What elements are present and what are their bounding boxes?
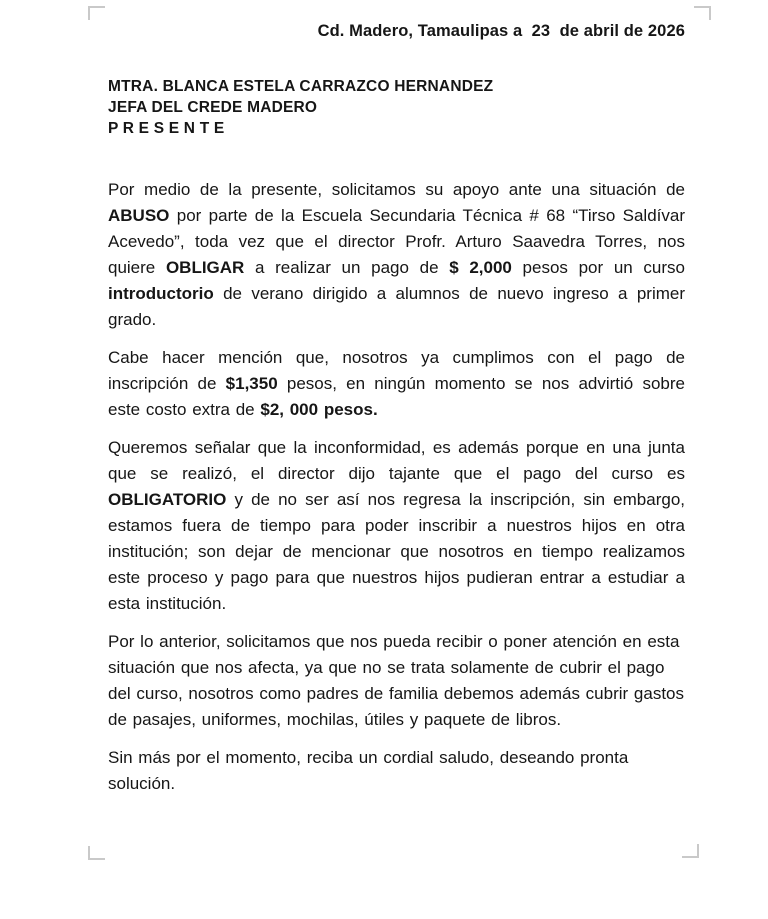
- recipient-salutation: P R E S E N T E: [108, 120, 225, 137]
- paragraph-2: [108, 345, 685, 423]
- p1-seg8: de verano dirigido a alumnos de nuevo ingreso a primer grado.: [108, 284, 685, 329]
- p1-seg6: pesos por un curso: [511, 258, 685, 277]
- p1-seg1-abuso: ABUSO: [108, 206, 170, 225]
- p2-seg3-amount: $2, 000 pesos.: [260, 400, 378, 419]
- p2-seg2: pesos, en ningún momento se nos advirtió sobre este costo extra de: [108, 374, 685, 419]
- paragraph-3: [108, 435, 685, 617]
- p3-seg0: Queremos señalar que la inconformidad, es además porque en una junta que se realizó, el director dijo tajante que el pago del curso es: [108, 438, 685, 483]
- recipient-block: [108, 76, 685, 139]
- p2-seg1-amount: $1,350: [225, 374, 278, 393]
- p4-seg0: Por lo anterior, solicitamos que nos pueda recibir o poner atención en esta situación que nos afecta, ya que no se trata solamente de cubrir el pago del curso, nosotros como padres de familia debemos además cubrir gastos de pasajes, uniformes, mochilas, útiles y paquete de libros.: [108, 632, 685, 729]
- p1-seg5-amount: $ 2,000: [449, 258, 512, 277]
- recipient-name: MTRA. BLANCA ESTELA CARRAZCO HERNANDEZ: [108, 78, 494, 95]
- p1-seg7-introductorio: introductorio: [108, 284, 214, 303]
- paragraph-1: [108, 177, 685, 333]
- p3-seg1-obligatorio: OBLIGATORIO: [108, 490, 227, 509]
- scan-corner-mark-top-right-icon: [694, 6, 711, 20]
- p1-seg2: por parte de la Escuela Secundaria Técnica # 68 “Tirso Saldívar Acevedo”, toda vez que el director Profr. Arturo Saavedra Torres, nos quiere: [108, 206, 685, 277]
- scan-corner-mark-bottom-right-icon: [682, 844, 699, 858]
- scan-corner-mark-top-left-icon: [88, 6, 105, 20]
- letter-body: [108, 177, 685, 797]
- p5-seg0: Sin más por el momento, reciba un cordial saludo, deseando pronta solución.: [108, 748, 629, 793]
- p1-seg0: Por medio de la presente, solicitamos su apoyo ante una situación de: [108, 180, 685, 199]
- p2-seg0: Cabe hacer mención que, nosotros ya cumplimos con el pago de inscripción de: [108, 348, 685, 393]
- p3-seg2: y de no ser así nos regresa la inscripción, sin embargo, estamos fuera de tiempo para poder inscribir a nuestros hijos en otra institución; son dejar de mencionar que nosotros en tiempo realizamos este proceso y pago para que nuestros hijos pudieran entrar a estudiar a esta institución.: [108, 490, 685, 613]
- p1-seg3-obligar: OBLIGAR: [165, 258, 245, 277]
- p1-seg4: a realizar un pago de: [244, 258, 450, 277]
- scan-corner-mark-bottom-left-icon: [88, 846, 105, 860]
- dateline: Cd. Madero, Tamaulipas a 23 de abril de 2026: [317, 22, 685, 40]
- paragraph-4: [108, 629, 685, 733]
- recipient-title: JEFA DEL CREDE MADERO: [108, 99, 318, 116]
- paragraph-5: [108, 745, 685, 797]
